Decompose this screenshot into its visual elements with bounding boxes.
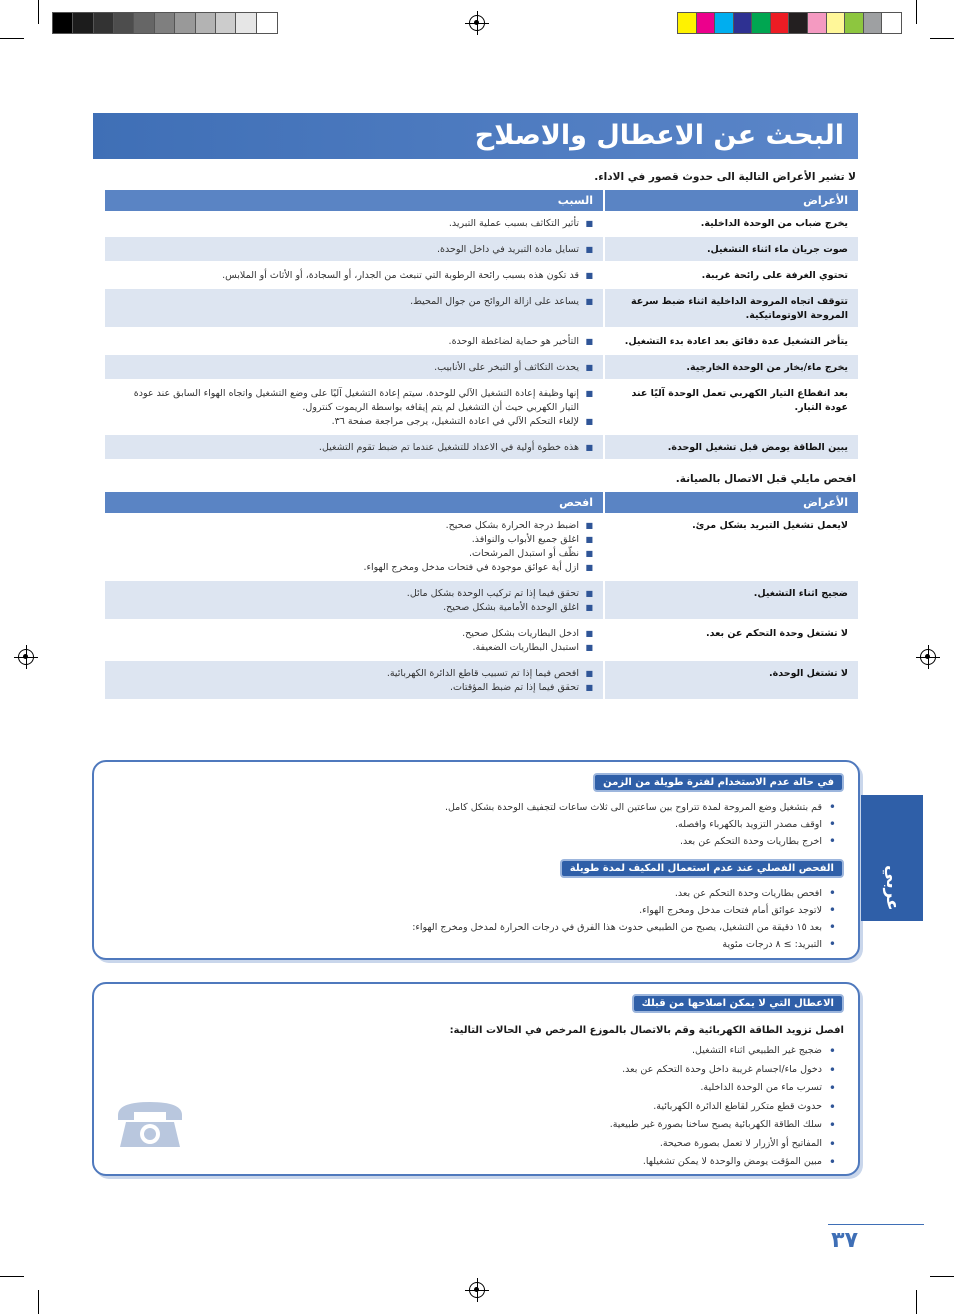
table-row bbox=[105, 237, 858, 263]
table-row bbox=[105, 661, 858, 701]
list-item: • ضجيج غير الطبيعي اثناء التشغيل. bbox=[610, 1042, 836, 1061]
list-item: • دخول ماء/اجسام غريبة داخل وحدة التحكم عن بعد. bbox=[610, 1061, 836, 1080]
table-row bbox=[105, 581, 858, 621]
table-row bbox=[105, 355, 858, 381]
symptom-column-header: الأعراض bbox=[603, 190, 858, 211]
calibration-swatch bbox=[864, 13, 883, 33]
list-item: • قم بتشغيل وضع المروحة لمدة تتراوح بين ساعتين الى ثلاث ساعات لتجفيف الوحدة بشكل كامل. bbox=[445, 799, 836, 816]
crop-mark bbox=[0, 1276, 24, 1277]
registration-mark-icon bbox=[920, 649, 936, 665]
language-tab bbox=[861, 795, 923, 921]
calibration-swatch bbox=[882, 13, 901, 33]
detail-list bbox=[115, 387, 593, 429]
detail-cell bbox=[105, 289, 603, 329]
crop-mark bbox=[0, 38, 24, 39]
calibration-swatch bbox=[827, 13, 846, 33]
list-item: • افحص بطاريات وحدة التحكم عن بعد. bbox=[412, 885, 836, 902]
calibration-swatch bbox=[155, 13, 175, 33]
color-calibration-strip bbox=[677, 12, 902, 34]
symptom-cell: لا تشتغل الوحدة. bbox=[603, 661, 858, 701]
calibration-swatch bbox=[175, 13, 195, 33]
list-item: ■ التأخير هو حماية لضاغطة الوحدة. bbox=[115, 335, 593, 349]
detail-cell bbox=[105, 661, 603, 701]
unrepairable-faults-intro: افصل تزويد الطاقة الكهربائية وقم بالاتصال بالموزع المرخص في الحالات التالية: bbox=[449, 1025, 844, 1036]
list-item: ■ هذه خطوة أولية في الاعداد للتشغيل عندما تم ضبط تقوم التشغيل. bbox=[115, 441, 593, 455]
calibration-swatch bbox=[808, 13, 827, 33]
list-item: ■ لإلغاء التحكم الآلي في اعادة التشغيل، يرجى مراجعة صفحة ٣٦. bbox=[115, 415, 593, 429]
checks-table bbox=[105, 492, 858, 701]
calibration-swatch bbox=[697, 13, 716, 33]
list-item: • تسرب ماء من الوحدة الداخلية. bbox=[610, 1079, 836, 1098]
detail-list bbox=[115, 667, 593, 695]
list-item: ■ قد تكون هذه بسبب رائحة الرطوبة التي تنبعث من الجدار، أو السجادة، أو الأثاث أو الملابس. bbox=[115, 269, 593, 283]
detail-list bbox=[115, 295, 593, 309]
list-item: ■ اضبط درجة الحرارة بشكل صحيح. bbox=[115, 519, 593, 533]
calibration-swatch bbox=[236, 13, 256, 33]
list-item: ■ إنها وظيفة إعادة التشغيل الآلي للوحدة. سيتم إعادة التشغيل آليًا على وضع التشغيل واتجاه الهواء السابق عند عودة التيار الكهربي حيث أن التشغيل لم يتم إيقافه بواسطة الريموت كنترول. bbox=[115, 387, 593, 415]
maintenance-panel bbox=[92, 760, 860, 960]
list-item: ■ تسايل مادة التبريد في داخل الوحدة. bbox=[115, 243, 593, 257]
list-item: • اوقف مصدر التزويد بالكهرباء وافصله. bbox=[445, 816, 836, 833]
list-item: ■ تحقق فيما إذا تم تركيب الوحدة بشكل مائل. bbox=[115, 587, 593, 601]
detail-cell bbox=[105, 513, 603, 581]
symptom-cell: صوت جريان ماء اثناء التشغيل. bbox=[603, 237, 858, 263]
calibration-swatch bbox=[94, 13, 114, 33]
detail-cell bbox=[105, 581, 603, 621]
symptoms-intro: لا تشير الأعراض التالية الى حدوث قصور في الاداء. bbox=[594, 171, 856, 183]
page-number-rule bbox=[828, 1224, 924, 1225]
table-row bbox=[105, 621, 858, 661]
table-row bbox=[105, 381, 858, 435]
cause-column-header: السبب bbox=[105, 190, 603, 211]
telephone-icon bbox=[114, 1099, 186, 1149]
detail-list bbox=[115, 217, 593, 231]
list-item: • مبين المؤقت يومض والوحدة لا يمكن تشغيلها. bbox=[610, 1153, 836, 1172]
unrepairable-faults-panel bbox=[92, 982, 860, 1176]
detail-cell bbox=[105, 435, 603, 461]
calibration-swatch bbox=[752, 13, 771, 33]
symptom-cell: ضجيج اثناء التشغيل. bbox=[603, 581, 858, 621]
calibration-swatch bbox=[845, 13, 864, 33]
table-row bbox=[105, 263, 858, 289]
table-row bbox=[105, 289, 858, 329]
registration-mark-icon bbox=[469, 15, 485, 31]
calibration-swatch bbox=[134, 13, 154, 33]
list-item: ■ نظّف أو استبدل المرشحات. bbox=[115, 547, 593, 561]
detail-list bbox=[115, 335, 593, 349]
detail-cell bbox=[105, 211, 603, 237]
symptom-cell: بعد انقطاع التيار الكهربي تعمل الوحدة آليًا عند عودة التيار. bbox=[603, 381, 858, 435]
page-number: ٣٧ bbox=[831, 1228, 858, 1253]
seasonal-check-list bbox=[412, 885, 836, 953]
crop-mark bbox=[930, 1276, 954, 1277]
detail-list bbox=[115, 587, 593, 615]
crop-mark bbox=[916, 1290, 917, 1314]
calibration-swatch bbox=[678, 13, 697, 33]
table-row bbox=[105, 513, 858, 581]
detail-cell bbox=[105, 621, 603, 661]
detail-cell bbox=[105, 263, 603, 289]
list-item: ■ ادخل البطاريات بشكل صحيح. bbox=[115, 627, 593, 641]
page-title: البحث عن الاعطال والاصلاح bbox=[93, 113, 858, 159]
calibration-swatch bbox=[257, 13, 277, 33]
symptom-cell: يتأخر التشغيل عدة دقائق بعد اعادة بدء التشغيل. bbox=[603, 329, 858, 355]
checks-intro: افحص مايلي قبل الاتصال بالصيانة. bbox=[675, 473, 856, 485]
list-item: ■ تأثير التكاثف بسبب عملية التبريد. bbox=[115, 217, 593, 231]
gray-calibration-strip bbox=[52, 12, 278, 34]
symptom-cell: لا تشتغل وحدة التحكم عن بعد. bbox=[603, 621, 858, 661]
symptom-column-header: الأعراض bbox=[603, 492, 858, 513]
calibration-swatch bbox=[216, 13, 236, 33]
check-column-header: افحص bbox=[105, 492, 603, 513]
list-item: • التبريد: ≥ ٨ درجات مئوية bbox=[412, 936, 836, 953]
calibration-swatch bbox=[789, 13, 808, 33]
list-item: • بعد ١٥ دقيقة من التشغيل، يصبح من الطبيعي حدوث هذا الفرق في درجات الحرارة لمدخل ومخرج الهواء: bbox=[412, 919, 836, 936]
symptom-cell: تتوقف اتجاه المروحة الداخلية اثناء ضبط سرعة المروحة الاوتوماتيكية. bbox=[603, 289, 858, 329]
registration-mark-icon bbox=[18, 649, 34, 665]
crop-mark bbox=[38, 0, 39, 24]
list-item: • سلك الطاقة الكهربائية يصبح ساخنا بصورة غير طبيعية. bbox=[610, 1116, 836, 1135]
seasonal-check-heading: الفحص الفصلي عند عدم استعمال المكيف لمدة طويلة bbox=[560, 859, 844, 878]
list-item: • لاتوجد عوائق أمام فتحات مدخل ومخرج الهواء. bbox=[412, 902, 836, 919]
crop-mark bbox=[916, 0, 917, 24]
calibration-swatch bbox=[771, 13, 790, 33]
list-item: ■ استبدل البطاريات الضعيفة. bbox=[115, 641, 593, 655]
unrepairable-faults-heading: الاعطال التي لا يمكن اصلاحها من قبلك bbox=[632, 994, 844, 1013]
symptom-cell: يبين الطاقة يومض قبل تشغيل الوحدة. bbox=[603, 435, 858, 461]
symptom-cell: تحتوي الغرفة على رائحة غريبة. bbox=[603, 263, 858, 289]
symptom-cell: يخرج ضباب من الوحدة الداخلية. bbox=[603, 211, 858, 237]
calibration-swatch bbox=[114, 13, 134, 33]
list-item: ■ افحص فيما إذا تم تسبيب قاطع الدائرة الكهربائية. bbox=[115, 667, 593, 681]
list-item: ■ اغلق الوحدة الأمامية بشكل صحيح. bbox=[115, 601, 593, 615]
list-item: ■ يساعد على ازالة الروائح من جوال المحيط. bbox=[115, 295, 593, 309]
long-idle-list bbox=[445, 799, 836, 850]
crop-mark bbox=[38, 1290, 39, 1314]
list-item: ■ يحدث التكاثف أو التبخر على الأنابيب. bbox=[115, 361, 593, 375]
list-item: ■ تحقق فيما إذا تم ضبط المؤقتات. bbox=[115, 681, 593, 695]
detail-list bbox=[115, 269, 593, 283]
detail-cell bbox=[105, 237, 603, 263]
detail-cell bbox=[105, 381, 603, 435]
detail-list bbox=[115, 361, 593, 375]
crop-mark bbox=[930, 38, 954, 39]
list-item: • اخرج بطاريات وحدة التحكم عن بعد. bbox=[445, 833, 836, 850]
detail-list bbox=[115, 627, 593, 655]
table-row bbox=[105, 211, 858, 237]
detail-cell bbox=[105, 329, 603, 355]
detail-list bbox=[115, 441, 593, 455]
calibration-swatch bbox=[715, 13, 734, 33]
registration-mark-icon bbox=[469, 1282, 485, 1298]
unrepairable-faults-list bbox=[610, 1042, 836, 1172]
long-idle-heading: في حالة عدم الاستخدام لفترة طويلة من الزمن bbox=[593, 773, 844, 792]
symptom-cell: يخرج ماء/بخار من الوحدة الخارجية. bbox=[603, 355, 858, 381]
list-item: • المفاتيح أو الأزرار لا تعمل بصورة صحيحة. bbox=[610, 1135, 836, 1154]
symptoms-table bbox=[105, 190, 858, 461]
table-row bbox=[105, 329, 858, 355]
calibration-swatch bbox=[196, 13, 216, 33]
list-item: • حدوث قطع متكرر لقاطع الدائرة الكهربائية. bbox=[610, 1098, 836, 1117]
list-item: ■ ازل أية عوائق موجودة في فتحات مدخل ومخرج الهواء. bbox=[115, 561, 593, 575]
list-item: ■ اغلق جميع الأبواب والنوافذ. bbox=[115, 533, 593, 547]
symptom-cell: لايعمل تشغيل التبريد بشكل مرئ. bbox=[603, 513, 858, 581]
detail-list bbox=[115, 519, 593, 575]
calibration-swatch bbox=[53, 13, 73, 33]
language-tab-label: عربي bbox=[882, 865, 902, 911]
detail-list bbox=[115, 243, 593, 257]
detail-cell bbox=[105, 355, 603, 381]
calibration-swatch bbox=[73, 13, 93, 33]
table-row bbox=[105, 435, 858, 461]
calibration-swatch bbox=[734, 13, 753, 33]
